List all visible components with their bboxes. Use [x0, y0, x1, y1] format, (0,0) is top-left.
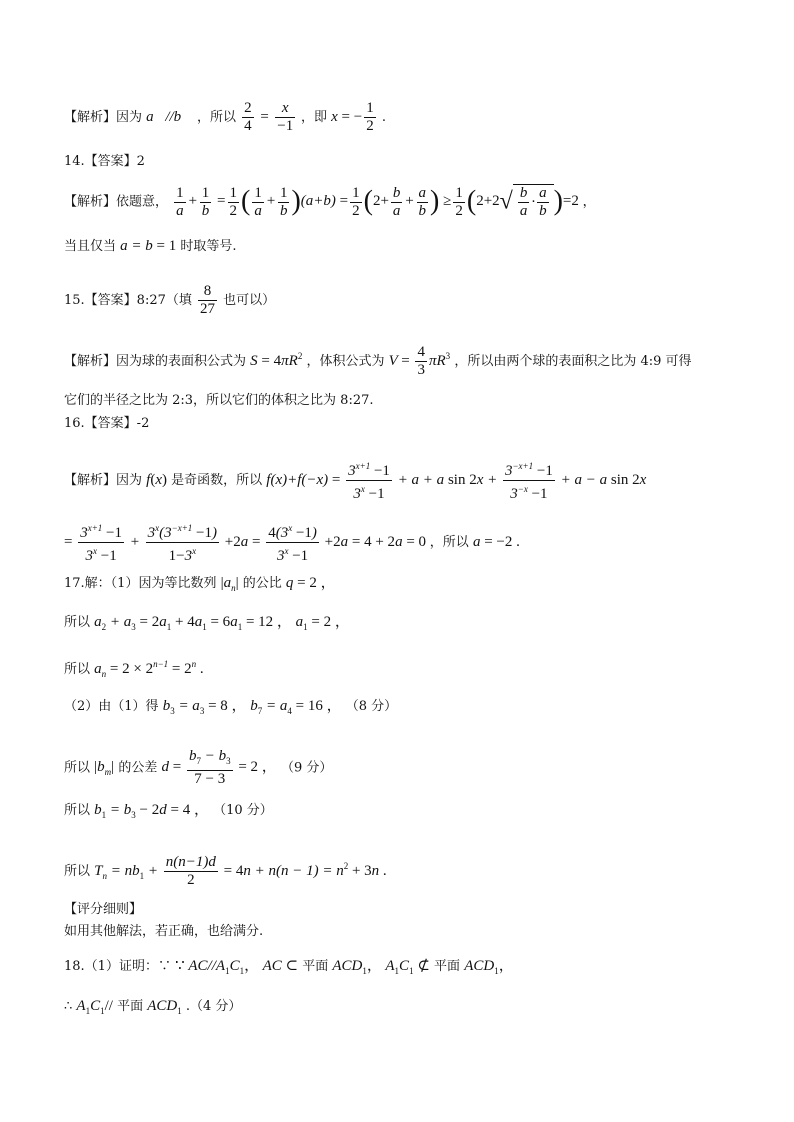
q15-line2: 它们的半径之比为 2:3，所以它们的体积之比为 8:27.: [64, 393, 374, 408]
q17-part1: 17.解：（1）因为等比数列 $|a_n|$ 的公比 q = 2 ，: [64, 575, 336, 593]
q13-analysis: 【解析】因为 a⃗//b⃗ ，所以 $\frac{2}{4}$ = $\frac{x}{-1}$ ，即 x = − $\frac{1}{2}$ .: [64, 100, 386, 134]
q17-line5: 所以 $|b_m|$ 的公差 d = $\frac{b_7 - b_3}{7 - 3}$ = 2 ， （9 分）: [64, 748, 333, 787]
q17-line7: 所以 $T_n = nb_1$ + $\frac{n(n-1)d}{2}$ = $4n + n(n - 1) = n^2 + 3n$ .: [64, 854, 387, 888]
q17-line2: 所以 $a_2 + a_3 = 2a_1 + 4a_1 = 6a_1 = 12$ ， $a_1 = 2$ ，: [64, 614, 350, 632]
q16-analysis: 【解析】因为 f(x) 是奇函数，所以 f(x)+f(−x) = $\frac{3^{x+1} -1}{3^x -1}$ + a + a sin 2x + $\frac{3^{-x+1} -1}{3^{-x} -1}$ + a − a sin 2x: [64, 458, 646, 503]
q14-formula: $\frac{1}{a}$ + $\frac{1}{b}$ = $\frac{1}{2}$ ( $\frac{1}{a}$ + $\frac{1}{b}$ )(a+b) = $\frac{1}{2}$ (2+ $\frac{b}{a}$ + $\frac{a}{b}$ ) ≥ $\frac{1}{2}$ (2+2√ $\frac{b}{a}$ · $\frac{a}{b}$ )=2: [176, 184, 579, 219]
q14-note: 当且仅当 a = b = 1 时取等号.: [64, 238, 237, 254]
q18-part1: 18.（1）证明：∵ ∵ $AC//A_1C_1$， AC ⊂ 平面 $ACD_1$， $A_1C_1$ ⊄ 平面 $ACD_1$，: [64, 958, 514, 976]
q17-rubric-text: 如用其他解法，若正确，也给满分.: [64, 924, 264, 939]
q17-part2: （2）由（1）得 $b_3 = a_3 = 8$ ， $b_7 = a_4 = 16$ ， （8 分）: [64, 698, 398, 716]
q16-formula-2: = $\frac{3^{x+1} -1}{3^x -1}$ + $\frac{3^x(3^{-x+1} -1)}{1-3^x}$ +2a = $\frac{4(3^x -1)}{3^x -1}$ +2a = 4 + 2a = 0 ，所以 a = −2 .: [64, 520, 520, 565]
q13-result: x = − $\frac{1}{2}$: [331, 100, 374, 134]
q14-answer: 14.【答案】2: [64, 154, 145, 169]
q17-line3: 所以 $a_n = 2 \times 2^{n-1} = 2^n$ .: [64, 659, 204, 679]
q17-line6: 所以 $b_1 = b_3 - 2d = 4$ ， （10 分）: [64, 802, 273, 820]
q16-answer: 16.【答案】-2: [64, 416, 150, 431]
q18-part2: ∴ $A_1C_1//$ 平面 $ACD_1$ .（4 分）: [64, 998, 242, 1016]
q15-analysis: 【解析】因为球的表面积公式为 $S = 4\pi R^2$ ，体积公式为 V = $\frac{4}{3}$ $\pi R^3$ ，所以由两个球的表面积之比为 4:9 可得: [64, 344, 692, 378]
q13-fraction-eq: $\frac{2}{4}$ = $\frac{x}{-1}$: [244, 100, 294, 134]
q15-answer: 15.【答案】8:27（填 $\frac{8}{27}$ 也可以）: [64, 283, 276, 317]
q13-vectors: a⃗//b⃗: [146, 108, 193, 125]
q14-analysis: 【解析】依题意， $\frac{1}{a}$ + $\frac{1}{b}$ = $\frac{1}{2}$ ( $\frac{1}{a}$ + $\frac{1}{b}$ )(a+b) = $\frac{1}{2}$ (2+ $\frac{b}{a}$ + $\frac{a}{b}$ ) ≥ $\frac{1}{2}$ (2+2√ $\frac{b}{a}$ · $\frac{a}{b}$ )=2 ，: [64, 184, 596, 219]
q16-formula-1: f(x)+f(−x) = $\frac{3^{x+1} -1}{3^x -1}$ + a + a sin 2x + $\frac{3^{-x+1} -1}{3^{-x} -1}$ + a − a sin 2x: [266, 472, 646, 488]
q13-label: 【解析】因为: [64, 109, 143, 125]
q15-fraction: $\frac{8}{27}$: [200, 283, 216, 317]
q17-rubric-title: 【评分细则】: [64, 902, 143, 917]
